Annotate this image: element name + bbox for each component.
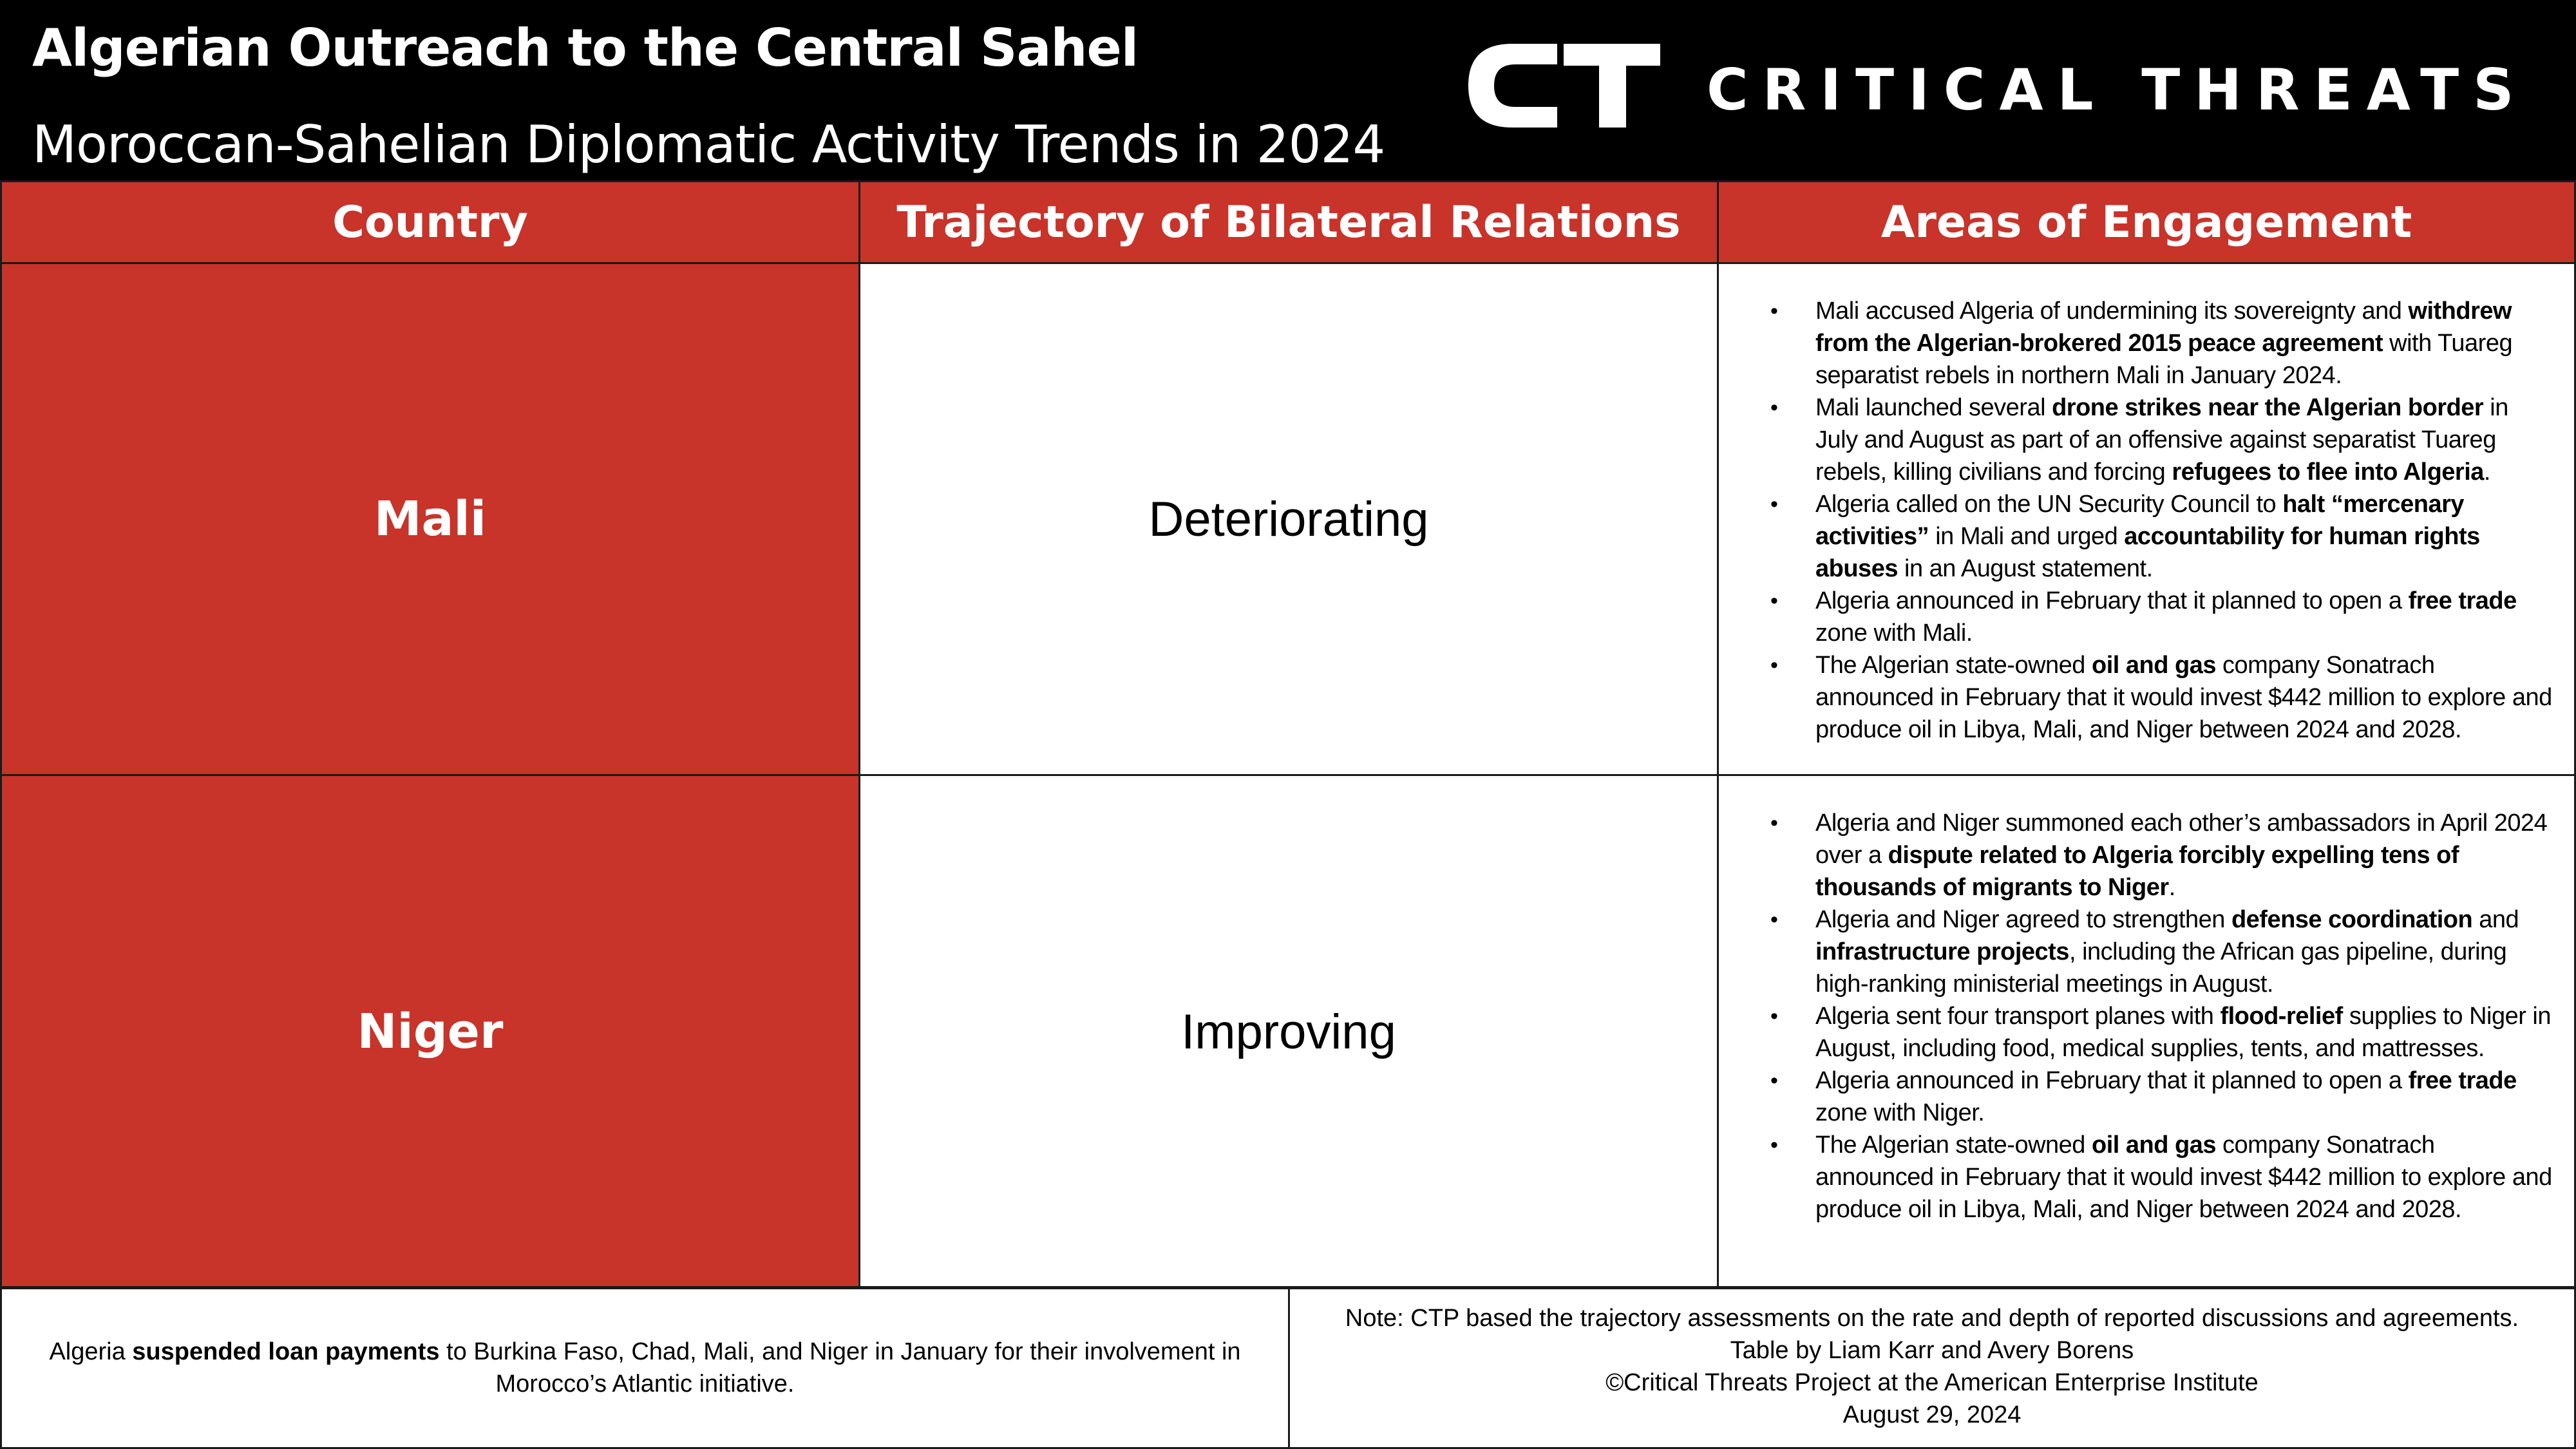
text-run: Mali launched several bbox=[1815, 394, 2052, 421]
text-run: Algeria called on the UN Security Council to bbox=[1815, 491, 2283, 518]
engagement-list-mali bbox=[1770, 295, 2555, 746]
country-name-mali: Mali bbox=[374, 491, 487, 547]
text-run: Mali accused Algeria of undermining its sovereignty and bbox=[1815, 298, 2409, 325]
critical-threats-logo-text: CRITICAL THREATS bbox=[1707, 57, 2528, 123]
text-run: , including the African gas pipeline, during high-ranking ministerial meetings in August. bbox=[1815, 938, 2507, 998]
bold-text: halt “mercenary activities” bbox=[1815, 491, 2465, 550]
engagement-list-niger bbox=[1770, 807, 2555, 1226]
author-credit: Table by Liam Karr and Avery Borens bbox=[1730, 1337, 2134, 1364]
list-item bbox=[1770, 295, 2555, 392]
text-run: Algeria bbox=[49, 1338, 133, 1365]
text-run: in an August statement. bbox=[1897, 555, 2153, 582]
footer-loan-text bbox=[21, 1288, 1269, 1447]
text-run: . bbox=[2168, 874, 2175, 901]
methodology-note: Note: CTP based the trajectory assessments on the rate and depth of reported discussions and agreements. bbox=[1345, 1305, 2519, 1332]
list-item bbox=[1770, 1065, 2555, 1129]
list-item bbox=[1770, 488, 2555, 585]
bold-text: withdrew from the Algerian-brokered 2015 peace agreement bbox=[1815, 298, 2512, 357]
table-row-niger-country bbox=[0, 774, 860, 1289]
bold-text: refugees to flee into Algeria bbox=[2172, 459, 2484, 486]
list-item bbox=[1770, 649, 2555, 746]
text-run: and bbox=[2472, 906, 2519, 933]
table-row-mali-country bbox=[0, 262, 860, 776]
text-run: Algeria announced in February that it planned to open a bbox=[1815, 587, 2409, 614]
table-row-mali-engagement bbox=[1717, 262, 2576, 776]
text-run: . bbox=[2483, 459, 2490, 486]
critical-threats-logo-mark bbox=[1461, 37, 1667, 134]
page-title: Algerian Outreach to the Central Sahel bbox=[32, 18, 1139, 78]
column-header-engagement-label: Areas of Engagement bbox=[1880, 196, 2412, 248]
bold-text: accountability for human rights abuses bbox=[1815, 523, 2480, 582]
table-row-niger-trajectory bbox=[858, 774, 1719, 1289]
bold-text: free trade bbox=[2408, 1067, 2517, 1094]
country-name-niger: Niger bbox=[357, 1004, 504, 1059]
text-run: zone with Niger. bbox=[1815, 1099, 1985, 1126]
bold-text: free trade bbox=[2408, 587, 2517, 614]
trajectory-mali: Deteriorating bbox=[1148, 491, 1429, 547]
list-item bbox=[1770, 1000, 2555, 1065]
footer-source-text bbox=[1303, 1302, 2561, 1431]
column-header-country-label: Country bbox=[332, 196, 528, 248]
text-run: company Sonatrach announced in February that it would invest $442 million to explore and produce oil in Libya, Mali, and Niger between 2024 and 2028. bbox=[1815, 652, 2552, 743]
text-run: Algeria sent four transport planes with bbox=[1815, 1003, 2221, 1030]
page-subtitle: Moroccan-Sahelian Diplomatic Activity Trends in 2024 bbox=[32, 115, 1385, 175]
bold-text: defense coordination bbox=[2231, 906, 2473, 933]
bold-text: infrastructure projects bbox=[1815, 938, 2069, 965]
bold-text: oil and gas bbox=[2092, 652, 2216, 679]
text-run: Algeria and Niger agreed to strengthen bbox=[1815, 906, 2231, 933]
text-run: supplies to Niger in August, including food, medical supplies, tents, and mattresses. bbox=[1815, 1003, 2552, 1062]
bold-text: drone strikes near the Algerian border bbox=[2052, 394, 2484, 421]
trajectory-niger: Improving bbox=[1181, 1004, 1396, 1059]
list-item bbox=[1770, 807, 2555, 904]
text-run: with Tuareg separatist rebels in northern Mali in January 2024. bbox=[1815, 330, 2513, 389]
engagement-table bbox=[0, 180, 2576, 1288]
text-run: to Burkina Faso, Chad, Mali, and Niger in January for their involvement in Morocco’s Atlantic initiative. bbox=[439, 1338, 1241, 1397]
text-run: The Algerian state-owned bbox=[1815, 1132, 2092, 1159]
text-run: company Sonatrach announced in February that it would invest $442 million to explore and produce oil in Libya, Mali, and Niger between 2024 and 2028. bbox=[1815, 1132, 2552, 1223]
bold-text: oil and gas bbox=[2092, 1132, 2216, 1159]
column-header-trajectory bbox=[858, 180, 1719, 264]
list-item bbox=[1770, 585, 2555, 649]
copyright-notice: ©Critical Threats Project at the American Enterprise Institute bbox=[1605, 1369, 2259, 1396]
footer-source-note bbox=[1288, 1286, 2576, 1449]
publication-date: August 29, 2024 bbox=[1842, 1401, 2022, 1428]
bold-text: suspended loan payments bbox=[132, 1338, 440, 1365]
column-header-country bbox=[0, 180, 860, 264]
text-run: in Mali and urged bbox=[1929, 523, 2125, 550]
bold-text: dispute related to Algeria forcibly expelling tens of thousands of migrants to Niger bbox=[1815, 842, 2459, 901]
table-row-mali-trajectory bbox=[858, 262, 1719, 776]
bold-text: flood-relief bbox=[2220, 1003, 2343, 1030]
footer-loan-note bbox=[0, 1286, 1290, 1449]
list-item bbox=[1770, 904, 2555, 1000]
text-run: The Algerian state-owned bbox=[1815, 652, 2092, 679]
header-banner bbox=[0, 0, 2576, 180]
text-run: Algeria and Niger summoned each other’s ambassadors in April 2024 over a bbox=[1815, 810, 2548, 869]
column-header-engagement bbox=[1717, 180, 2576, 264]
list-item bbox=[1770, 392, 2555, 488]
text-run: in July and August as part of an offensive against separatist Tuareg rebels, killing civilians and forcing bbox=[1815, 394, 2508, 486]
column-header-trajectory-label: Trajectory of Bilateral Relations bbox=[896, 196, 1681, 248]
text-run: Algeria announced in February that it planned to open a bbox=[1815, 1067, 2409, 1094]
table-row-niger-engagement bbox=[1717, 774, 2576, 1289]
text-run: zone with Mali. bbox=[1815, 620, 1973, 647]
list-item bbox=[1770, 1129, 2555, 1226]
